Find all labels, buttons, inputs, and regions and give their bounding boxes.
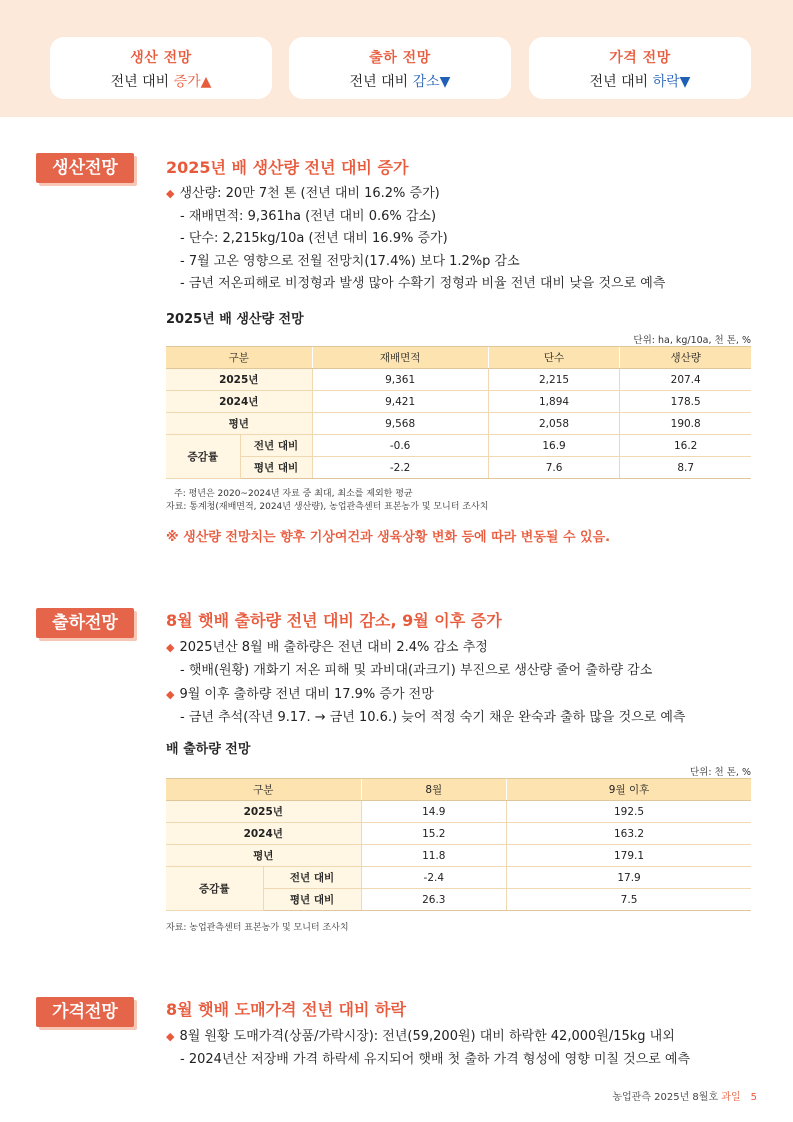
- row-label: 2025년: [166, 369, 312, 391]
- card-title: 출하 전망: [369, 50, 431, 66]
- table-cell: 26.3: [361, 889, 507, 911]
- table-cell: 11.8: [361, 845, 507, 867]
- row-label: 전년 대비: [240, 435, 312, 457]
- sub-line: - 금년 추석(작년 9.17. → 금년 10.6.) 늦어 적정 숙기 채운 완숙과 출하 많을 것으로 예측: [180, 710, 686, 725]
- change-rate-label: 증감률: [166, 867, 263, 911]
- table-row: [166, 845, 751, 867]
- shipment-outlook-card: [289, 37, 511, 99]
- row-label: 평년: [166, 413, 312, 435]
- trend-up-label: 증가▲: [173, 74, 212, 90]
- table-row: [166, 457, 751, 479]
- sub-line: - 단수: 2,215kg/10a (전년 대비 16.9% 증가): [180, 231, 448, 246]
- table-cell: 163.2: [507, 823, 751, 845]
- card-title: 생산 전망: [130, 50, 192, 66]
- table-cell: 16.9: [488, 435, 620, 457]
- page-number: 5: [750, 1092, 757, 1103]
- table-cell: 2,215: [488, 369, 620, 391]
- table-row: [166, 391, 751, 413]
- table-cell: 8.7: [620, 457, 751, 479]
- card-subtitle: 전년 대비 증가▲: [110, 74, 212, 90]
- sub-line: - 재배면적: 9,361ha (전년 대비 0.6% 감소): [180, 209, 437, 224]
- column-header: 구분: [166, 779, 361, 801]
- row-label: 2025년: [166, 801, 361, 823]
- table-cell: 17.9: [507, 867, 751, 889]
- shipment-section-tag: 출하전망: [36, 608, 134, 638]
- table-row: [166, 823, 751, 845]
- price-outlook-card: [529, 37, 751, 99]
- table-cell: 9,568: [312, 413, 488, 435]
- bullet-line: ◆ 9월 이후 출하량 전년 대비 17.9% 증가 전망: [166, 687, 434, 702]
- shipment-table-title: 배 출하량 전망: [166, 742, 251, 757]
- page-footer: [612, 1088, 757, 1103]
- table-header-row: [166, 779, 751, 801]
- table-row: [166, 801, 751, 823]
- table-row: [166, 413, 751, 435]
- price-section-title: 8월 햇배 도매가격 전년 대비 하락: [166, 1000, 406, 1019]
- trend-down-label: 하락▼: [652, 74, 691, 90]
- production-section-title: 2025년 배 생산량 전년 대비 증가: [166, 158, 409, 177]
- production-table: [166, 346, 751, 479]
- price-section-tag: 가격전망: [36, 997, 134, 1027]
- table-cell: -2.2: [312, 457, 488, 479]
- table-source: 자료: 농업관측센터 표본농가 및 모니터 조사치: [166, 923, 349, 933]
- table-cell: 7.5: [507, 889, 751, 911]
- row-label: 평년 대비: [240, 457, 312, 479]
- footer-text: 농업관측 2025년 8월호: [612, 1092, 722, 1103]
- table-cell: 9,421: [312, 391, 488, 413]
- card-title: 가격 전망: [609, 50, 671, 66]
- table-cell: 7.6: [488, 457, 620, 479]
- trend-down-label: 감소▼: [412, 74, 451, 90]
- table-cell: 179.1: [507, 845, 751, 867]
- column-header: 9월 이후: [507, 779, 751, 801]
- table-cell: 14.9: [361, 801, 507, 823]
- table-note: 주: 평년은 2020~2024년 자료 중 최대, 최소를 제외한 평균: [174, 489, 413, 499]
- shipment-section-title: 8월 햇배 출하량 전년 대비 감소, 9월 이후 증가: [166, 611, 502, 630]
- bullet-line: ◆ 생산량: 20만 7천 톤 (전년 대비 16.2% 증가): [166, 186, 440, 201]
- table-row: [166, 369, 751, 391]
- diamond-bullet-icon: ◆: [166, 187, 175, 200]
- row-label: 전년 대비: [263, 867, 361, 889]
- production-table-unit: 단위: ha, kg/10a, 천 톤, %: [633, 335, 751, 346]
- shipment-table: [166, 778, 751, 911]
- table-source: 자료: 통계청(재배면적, 2024년 생산량), 농업관측센터 표본농가 및 모니터 조사치: [166, 502, 489, 512]
- table-cell: -0.6: [312, 435, 488, 457]
- column-header: 재배면적: [312, 347, 488, 369]
- production-outlook-card: [50, 37, 272, 99]
- diamond-bullet-icon: ◆: [166, 688, 175, 701]
- table-cell: -2.4: [361, 867, 507, 889]
- sub-line: - 햇배(원황) 개화기 저온 피해 및 과비대(과크기) 부진으로 생산량 줄어 출하량 감소: [180, 663, 653, 678]
- table-row: [166, 435, 751, 457]
- table-row: [166, 867, 751, 889]
- table-cell: 16.2: [620, 435, 751, 457]
- card-subtitle: 전년 대비 감소▼: [349, 74, 451, 90]
- sub-line: - 2024년산 저장배 가격 하락세 유지되어 햇배 첫 출하 가격 형성에 영향 미칠 것으로 예측: [180, 1052, 691, 1067]
- column-header: 8월: [361, 779, 507, 801]
- row-label: 2024년: [166, 391, 312, 413]
- table-cell: 190.8: [620, 413, 751, 435]
- table-cell: 15.2: [361, 823, 507, 845]
- table-cell: 192.5: [507, 801, 751, 823]
- row-label: 2024년: [166, 823, 361, 845]
- table-cell: 1,894: [488, 391, 620, 413]
- diamond-bullet-icon: ◆: [166, 641, 175, 654]
- diamond-bullet-icon: ◆: [166, 1030, 175, 1043]
- forecast-warning: ※ 생산량 전망치는 향후 기상여건과 생육상황 변화 등에 따라 변동될 수 있음.: [166, 530, 611, 545]
- column-header: 구분: [166, 347, 312, 369]
- sub-line: - 금년 저온피해로 비정형과 발생 많아 수확기 정형과 비율 전년 대비 낮을 것으로 예측: [180, 276, 666, 291]
- table-cell: 2,058: [488, 413, 620, 435]
- bullet-line: ◆ 8월 원황 도매가격(상품/가락시장): 전년(59,200원) 대비 하락한 42,000원/15kg 내외: [166, 1029, 675, 1044]
- table-cell: 207.4: [620, 369, 751, 391]
- production-table-title: 2025년 배 생산량 전망: [166, 312, 304, 327]
- production-section-tag: 생산전망: [36, 153, 134, 183]
- sub-line: - 7월 고온 영향으로 전월 전망치(17.4%) 보다 1.2%p 감소: [180, 254, 520, 269]
- row-label: 평년 대비: [263, 889, 361, 911]
- table-cell: 9,361: [312, 369, 488, 391]
- column-header: 생산량: [620, 347, 751, 369]
- shipment-table-unit: 단위: 천 톤, %: [689, 767, 751, 778]
- change-rate-label: 증감률: [166, 435, 240, 479]
- table-header-row: [166, 347, 751, 369]
- column-header: 단수: [488, 347, 620, 369]
- table-cell: 178.5: [620, 391, 751, 413]
- bullet-line: ◆ 2025년산 8월 배 출하량은 전년 대비 2.4% 감소 추정: [166, 640, 488, 655]
- card-subtitle: 전년 대비 하락▼: [589, 74, 691, 90]
- footer-highlight: 과일: [721, 1092, 741, 1103]
- row-label: 평년: [166, 845, 361, 867]
